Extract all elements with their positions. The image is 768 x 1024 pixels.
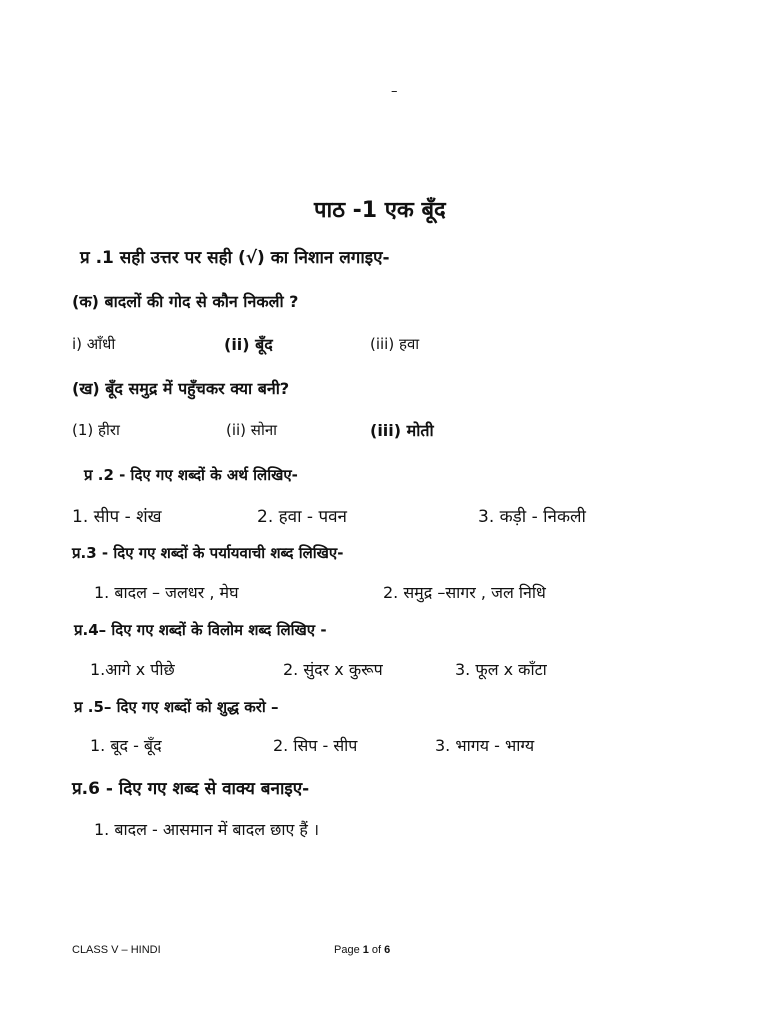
- header-mark: –: [391, 84, 398, 99]
- q1b-option-3: (iii) मोती: [370, 421, 434, 440]
- footer-class-label: CLASS V – HINDI: [72, 944, 161, 956]
- q4-heading: प्र.4– दिए गए शब्दों के विलोम शब्द लिखिए -: [74, 621, 327, 639]
- q5-heading: प्र .5– दिए गए शब्दों को शुद्ध करो –: [74, 698, 279, 716]
- page-of: of: [368, 944, 385, 956]
- q3-item-2: 2. समुद्र –सागर , जल निधि: [383, 583, 546, 602]
- q3-item-1: 1. बादल – जलधर , मेघ: [94, 583, 239, 602]
- q5-item-1: 1. बूद - बूँद: [90, 736, 162, 755]
- q2-item-2: 2. हवा - पवन: [257, 507, 347, 527]
- q4-item-3: 3. फूल x काँटा: [455, 660, 547, 679]
- q5-item-3: 3. भागय - भाग्य: [435, 736, 535, 755]
- q1-heading: प्र .1 सही उत्तर पर सही (√) का निशान लगाइए-: [80, 248, 390, 268]
- q6-heading: प्र.6 - दिए गए शब्द से वाक्य बनाइए-: [72, 779, 310, 799]
- q2-item-1: 1. सीप - शंख: [72, 507, 162, 527]
- page-total: 6: [384, 944, 391, 956]
- page-prefix: Page: [334, 944, 363, 956]
- q6-item-1: 1. बादल - आसमान में बादल छाए हैं ।: [94, 820, 320, 839]
- q4-item-2: 2. सुंदर x कुरूप: [283, 660, 383, 679]
- q2-item-3: 3. कड़ी - निकली: [478, 507, 586, 527]
- page-current: 1: [362, 944, 369, 956]
- q1b-question: (ख) बूँद समुद्र में पहुँचकर क्या बनी?: [72, 379, 290, 398]
- page-title: पाठ -1 एक बूँद: [314, 198, 446, 223]
- footer-page-number: [334, 944, 390, 957]
- q1a-option-2: (ii) बूँद: [224, 335, 273, 354]
- q5-item-2: 2. सिप - सीप: [273, 736, 358, 755]
- q2-heading: प्र .2 - दिए गए शब्दों के अर्थ लिखिए-: [84, 466, 298, 484]
- q1a-option-3: (iii) हवा: [370, 335, 420, 353]
- q3-heading: प्र.3 - दिए गए शब्दों के पर्यायवाची शब्द लिखिए-: [72, 544, 344, 562]
- q1a-option-1: i) आँधी: [72, 335, 116, 353]
- q1b-option-2: (ii) सोना: [226, 421, 278, 439]
- q4-item-1: 1.आगे x पीछे: [90, 660, 175, 679]
- q1b-option-1: (1) हीरा: [72, 421, 120, 439]
- q1a-question: (क) बादलों की गोद से कौन निकली ?: [72, 292, 299, 311]
